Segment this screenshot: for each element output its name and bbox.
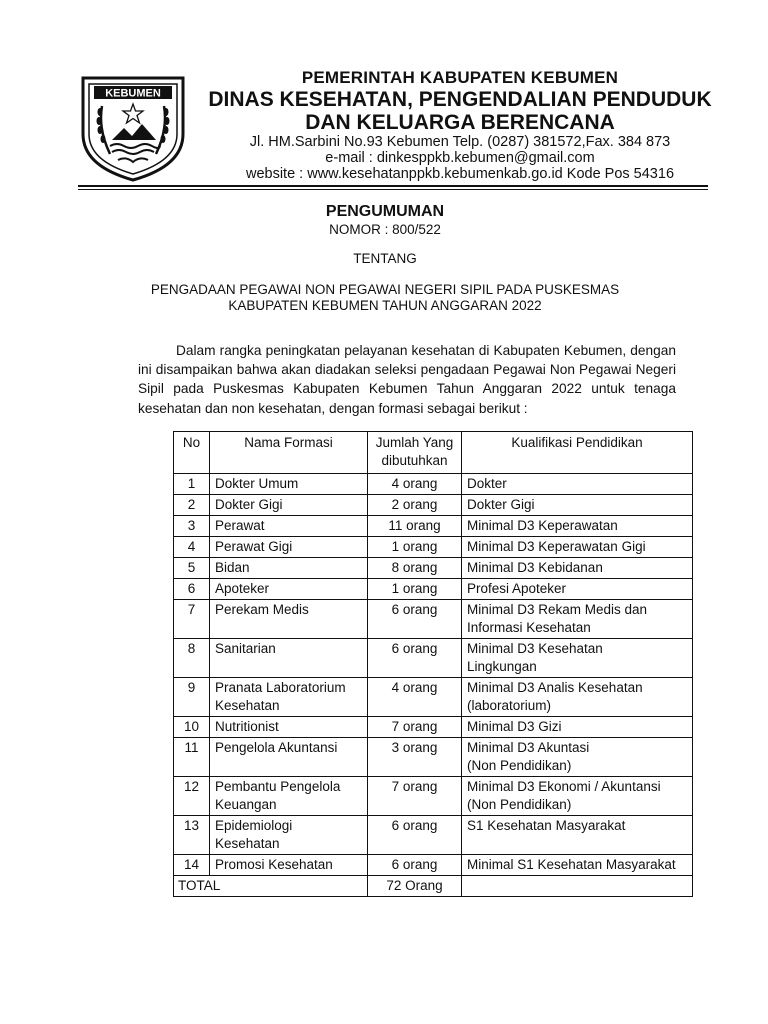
row-kualifikasi-line: Minimal D3 Akuntasi bbox=[467, 740, 590, 755]
row-nama-formasi bbox=[210, 600, 368, 639]
row-jumlah: 11 orang bbox=[368, 516, 462, 537]
row-kualifikasi bbox=[462, 777, 693, 816]
row-nama-line: Epidemiologi bbox=[215, 818, 293, 833]
row-number: 9 bbox=[174, 678, 210, 717]
row-kualifikasi-line: Minimal D3 Analis Kesehatan bbox=[467, 680, 643, 695]
row-kualifikasi-line: Minimal D3 Keperawatan Gigi bbox=[467, 539, 646, 554]
row-kualifikasi bbox=[462, 558, 693, 579]
table-row bbox=[174, 777, 693, 816]
row-number: 2 bbox=[174, 495, 210, 516]
row-number: 12 bbox=[174, 777, 210, 816]
row-nama-formasi bbox=[210, 855, 368, 876]
row-number: 7 bbox=[174, 600, 210, 639]
row-kualifikasi-line: Dokter Gigi bbox=[467, 497, 535, 512]
row-number: 8 bbox=[174, 639, 210, 678]
letterhead-government-name: PEMERINTAH KABUPATEN KEBUMEN bbox=[301, 68, 619, 87]
row-kualifikasi-line: Minimal D3 Rekam Medis dan bbox=[467, 602, 648, 617]
row-nama-formasi bbox=[210, 738, 368, 777]
row-number: 3 bbox=[174, 516, 210, 537]
row-jumlah: 2 orang bbox=[368, 495, 462, 516]
row-nama-formasi bbox=[210, 717, 368, 738]
table-row bbox=[174, 855, 693, 876]
row-kualifikasi-line: (laboratorium) bbox=[467, 698, 552, 713]
row-number: 1 bbox=[174, 474, 210, 495]
announcement-body-text: Dalam rangka peningkatan pelayanan kesehatan di Kabupaten Kebumen, dengan ini disampaikan bahwa akan diadakan seleksi pengadaan Pegawai Non Pegawai Negeri Sipil pada Puskesmas Kabupaten Kebumen Tahun Anggaran 2022 untuk tenaga kesehatan dan non kesehatan, dengan formasi sebagai berikut : bbox=[138, 343, 676, 416]
row-nama-formasi bbox=[210, 639, 368, 678]
header-no: No bbox=[174, 432, 210, 474]
row-kualifikasi bbox=[462, 537, 693, 558]
row-kualifikasi-line: Lingkungan bbox=[467, 659, 537, 674]
announcement-number: NOMOR : 800/522 bbox=[329, 222, 441, 237]
row-kualifikasi bbox=[462, 816, 693, 855]
row-jumlah: 4 orang bbox=[368, 474, 462, 495]
header-jumlah-line-2: dibutuhkan bbox=[381, 453, 448, 468]
row-nama-line: Dokter Gigi bbox=[215, 497, 283, 512]
row-jumlah: 7 orang bbox=[368, 777, 462, 816]
row-nama-line: Perawat bbox=[215, 518, 265, 533]
row-kualifikasi-line: (Non Pendidikan) bbox=[467, 797, 572, 812]
row-nama-line: Pengelola Akuntansi bbox=[215, 740, 338, 755]
row-jumlah: 3 orang bbox=[368, 738, 462, 777]
announcement-title: PENGUMUMAN bbox=[325, 203, 445, 220]
table-row bbox=[174, 537, 693, 558]
row-kualifikasi bbox=[462, 678, 693, 717]
total-label: TOTAL bbox=[174, 876, 368, 897]
row-nama-formasi bbox=[210, 579, 368, 600]
letterhead-address: Jl. HM.Sarbini No.93 Kebumen Telp. (0287) 381572,Fax. 384 873 bbox=[249, 134, 671, 150]
letterhead-website: website : www.kesehatanppkb.kebumenkab.go.id Kode Pos 54316 bbox=[245, 166, 675, 182]
table-total-row bbox=[174, 876, 693, 897]
table-row bbox=[174, 717, 693, 738]
letterhead-agency-name-continued: DAN KELUARGA BERENCANA bbox=[305, 111, 615, 134]
row-nama-formasi bbox=[210, 495, 368, 516]
row-jumlah: 4 orang bbox=[368, 678, 462, 717]
row-nama-line: Bidan bbox=[215, 560, 250, 575]
table-row bbox=[174, 474, 693, 495]
row-nama-line: Dokter Umum bbox=[215, 476, 299, 491]
row-kualifikasi-line: Minimal D3 Ekonomi / Akuntansi bbox=[467, 779, 661, 794]
row-nama-formasi bbox=[210, 816, 368, 855]
row-nama-line: Apoteker bbox=[215, 581, 270, 596]
row-kualifikasi bbox=[462, 579, 693, 600]
letterhead-agency-name: DINAS KESEHATAN, PENGENDALIAN PENDUDUK bbox=[208, 88, 712, 111]
announcement-subject-line-2: KABUPATEN KEBUMEN TAHUN ANGGARAN 2022 bbox=[228, 298, 542, 313]
header-kualifikasi: Kualifikasi Pendidikan bbox=[462, 432, 693, 474]
row-number: 13 bbox=[174, 816, 210, 855]
row-nama-line: Nutritionist bbox=[215, 719, 279, 734]
svg-text:KEBUMEN: KEBUMEN bbox=[105, 87, 161, 100]
letterhead-thin-rule bbox=[78, 189, 708, 190]
row-nama-line: Pembantu Pengelola bbox=[215, 779, 341, 794]
table-row bbox=[174, 816, 693, 855]
row-kualifikasi-line: Minimal D3 Keperawatan bbox=[467, 518, 618, 533]
row-jumlah: 8 orang bbox=[368, 558, 462, 579]
row-jumlah: 6 orang bbox=[368, 816, 462, 855]
row-nama-line: Kesehatan bbox=[215, 698, 280, 713]
row-kualifikasi-line: Minimal S1 Kesehatan Masyarakat bbox=[467, 857, 676, 872]
row-kualifikasi-line: Minimal D3 Kebidanan bbox=[467, 560, 603, 575]
row-number: 5 bbox=[174, 558, 210, 579]
row-jumlah: 1 orang bbox=[368, 579, 462, 600]
row-number: 4 bbox=[174, 537, 210, 558]
table-row bbox=[174, 495, 693, 516]
row-kualifikasi bbox=[462, 717, 693, 738]
announcement-body-paragraph bbox=[138, 341, 676, 418]
row-jumlah: 6 orang bbox=[368, 639, 462, 678]
announcement-about-label: TENTANG bbox=[353, 251, 417, 266]
row-nama-formasi bbox=[210, 516, 368, 537]
row-jumlah: 7 orang bbox=[368, 717, 462, 738]
row-kualifikasi bbox=[462, 516, 693, 537]
row-kualifikasi bbox=[462, 600, 693, 639]
row-kualifikasi bbox=[462, 495, 693, 516]
row-kualifikasi-line: Minimal D3 Gizi bbox=[467, 719, 562, 734]
row-kualifikasi bbox=[462, 855, 693, 876]
row-nama-line: Perekam Medis bbox=[215, 602, 309, 617]
table-row bbox=[174, 558, 693, 579]
row-jumlah: 6 orang bbox=[368, 855, 462, 876]
row-number: 11 bbox=[174, 738, 210, 777]
row-jumlah: 6 orang bbox=[368, 600, 462, 639]
table-header-row bbox=[174, 432, 693, 474]
table-row bbox=[174, 516, 693, 537]
table-row bbox=[174, 678, 693, 717]
row-number: 14 bbox=[174, 855, 210, 876]
row-nama-formasi bbox=[210, 678, 368, 717]
table-row bbox=[174, 738, 693, 777]
row-nama-line: Kesehatan bbox=[215, 836, 280, 851]
row-kualifikasi bbox=[462, 639, 693, 678]
row-nama-formasi bbox=[210, 474, 368, 495]
header-jumlah-line-1: Jumlah Yang bbox=[375, 435, 454, 450]
row-kualifikasi-line: Minimal D3 Kesehatan bbox=[467, 641, 603, 656]
row-nama-line: Pranata Laboratorium bbox=[215, 680, 346, 695]
row-nama-line: Keuangan bbox=[215, 797, 277, 812]
row-kualifikasi-line: S1 Kesehatan Masyarakat bbox=[467, 818, 626, 833]
row-nama-formasi bbox=[210, 777, 368, 816]
row-nama-line: Promosi Kesehatan bbox=[215, 857, 333, 872]
table-row bbox=[174, 579, 693, 600]
row-nama-line: Sanitarian bbox=[215, 641, 276, 656]
letterhead-thick-rule bbox=[78, 185, 708, 187]
row-nama-line: Perawat Gigi bbox=[215, 539, 293, 554]
row-kualifikasi bbox=[462, 738, 693, 777]
row-number: 10 bbox=[174, 717, 210, 738]
row-kualifikasi-line: Informasi Kesehatan bbox=[467, 620, 591, 635]
total-empty-cell bbox=[462, 876, 693, 897]
row-kualifikasi bbox=[462, 474, 693, 495]
table-body bbox=[174, 474, 693, 876]
row-kualifikasi-line: Dokter bbox=[467, 476, 507, 491]
row-nama-formasi bbox=[210, 537, 368, 558]
announcement-subject-line-1: PENGADAAN PEGAWAI NON PEGAWAI NEGERI SIPIL PADA PUSKESMAS bbox=[150, 282, 620, 297]
letterhead-email: e-mail : dinkesppkb.kebumen@gmail.com bbox=[325, 150, 595, 166]
table-row bbox=[174, 639, 693, 678]
table-row bbox=[174, 600, 693, 639]
header-jumlah bbox=[368, 432, 462, 474]
row-kualifikasi-line: (Non Pendidikan) bbox=[467, 758, 572, 773]
row-nama-formasi bbox=[210, 558, 368, 579]
total-value: 72 Orang bbox=[368, 876, 462, 897]
row-kualifikasi-line: Profesi Apoteker bbox=[467, 581, 567, 596]
formation-table bbox=[173, 431, 693, 897]
row-number: 6 bbox=[174, 579, 210, 600]
header-nama-formasi: Nama Formasi bbox=[210, 432, 368, 474]
row-jumlah: 1 orang bbox=[368, 537, 462, 558]
